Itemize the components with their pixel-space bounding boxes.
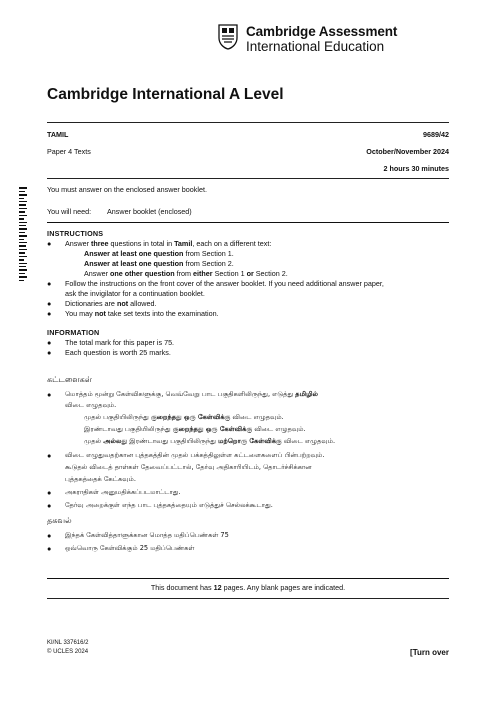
other-question-rule: Answer one other question from either Section 1 or Section 2.: [84, 269, 288, 278]
bullet: ●: [47, 531, 52, 540]
divider: [47, 222, 449, 223]
bullet: ●: [47, 279, 52, 288]
need-label: You will need:: [47, 207, 92, 216]
section-1-rule: Answer at least one question from Section 1.: [84, 249, 234, 258]
bullet: ●: [47, 451, 52, 460]
page-count-note: This document has 12 pages. Any blank pages are indicated.: [150, 583, 346, 592]
tamil-other-question-rule: முதல் அல்லது இரண்டாவது பகுதியிலிருந்து மற்றொரு கேள்விக்கு விடை எழுதவும்.: [84, 437, 336, 445]
tamil-information-1: இந்தக் கேள்வித்தாளுக்கான மொத்த மதிப்பெண்கள் 75: [65, 531, 229, 539]
answer-instruction: You must answer on the enclosed answer booklet.: [47, 185, 207, 194]
instruction-2-line-1: Follow the instructions on the front cover of the answer booklet. If you need additional answer paper,: [65, 279, 384, 288]
exam-duration: 2 hours 30 minutes: [383, 164, 449, 173]
divider: [47, 578, 449, 579]
tamil-information-2: ஒவ்வொரு கேள்விக்கும் 25 மதிப்பெண்கள்: [65, 544, 195, 552]
bullet: ●: [47, 488, 52, 497]
cambridge-logo: [218, 24, 454, 54]
document-reference: KI/NL 337616/2: [47, 640, 89, 646]
tamil-instructions-heading: கட்டளைகள்: [47, 375, 92, 384]
information-2: Each question is worth 25 marks.: [65, 348, 171, 357]
tamil-section-2-rule: இரண்டாவது பகுதியிலிருந்து குறைந்தது ஒரு கேள்விக்கு விடை எழுதவும்.: [84, 425, 306, 433]
tamil-instruction-1-line-1: மொத்தம் மூன்று கேள்விகளுக்கு, வெவ்வேறு பாட பகுதிகளிலிருந்து, எடுத்து தமிழில்: [65, 390, 319, 398]
paper-code: 9689/42: [423, 130, 449, 139]
crest-icon: [218, 24, 238, 50]
page-title: Cambridge International A Level: [47, 86, 284, 103]
tamil-instruction-2-line-2: கூடுதல் விடைத் தாள்கள் தேவைப்பட்டால், தேர்வு அதிகாரியிடம், தொடர்ச்சிக்கான: [65, 463, 312, 471]
divider: [47, 598, 449, 599]
tamil-instruction-3: அகராதிகள் அனுமதிக்கப்படமாட்டாது.: [65, 488, 181, 496]
instruction-3: Dictionaries are not allowed.: [65, 299, 157, 308]
divider: [47, 178, 449, 179]
bullet: ●: [47, 390, 52, 399]
bullet: ●: [47, 239, 52, 248]
instructions-heading: INSTRUCTIONS: [47, 229, 104, 238]
instruction-4: You may not take set texts into the examination.: [65, 309, 219, 318]
tamil-instruction-2-line-1: விடை எழுதுவதற்கான புத்தகத்தின் முதல் பக்கத்திலுள்ள கட்டளைகளைப் பின்பற்றவும்.: [65, 451, 325, 459]
bullet: ●: [47, 501, 52, 510]
tamil-instruction-2-line-3: புத்தகத்தைக் கேட்கவும்.: [65, 475, 136, 483]
section-2-rule: Answer at least one question from Section 2.: [84, 259, 234, 268]
tamil-information-heading: தகவல்: [47, 516, 72, 525]
bullet: ●: [47, 348, 52, 357]
tamil-section-1-rule: முதல் பகுதியிலிருந்து குறைந்தது ஒரு கேள்விக்கு விடை எழுதவும்.: [84, 413, 284, 421]
information-heading: INFORMATION: [47, 328, 100, 337]
divider: [47, 122, 449, 123]
bullet: ●: [47, 544, 52, 553]
tamil-instruction-1-line-2: விடை எழுதவும்.: [65, 401, 117, 409]
subject: TAMIL: [47, 130, 69, 139]
paper-name: Paper 4 Texts: [47, 147, 91, 156]
bullet: ●: [47, 338, 52, 347]
turn-over: [Turn over: [410, 648, 449, 657]
tamil-instruction-4: தேர்வு அறைக்குள் எந்த பாட புத்தகத்தையும் எடுத்துச் செல்லக்கூடாது.: [65, 501, 273, 509]
logo-line-2: International Education: [246, 39, 385, 54]
bullet: ●: [47, 299, 52, 308]
need-value: Answer booklet (enclosed): [107, 207, 192, 216]
instruction-1: Answer three questions in total in Tamil, each on a different text:: [65, 239, 272, 248]
barcode-icon: [19, 187, 27, 282]
bullet: ●: [47, 309, 52, 318]
logo-line-1: Cambridge Assessment: [246, 24, 398, 39]
copyright: © UCLES 2024: [47, 649, 89, 655]
instruction-2-line-2: ask the invigilator for a continuation booklet.: [65, 289, 205, 298]
exam-session: October/November 2024: [366, 147, 449, 156]
information-1: The total mark for this paper is 75.: [65, 338, 175, 347]
